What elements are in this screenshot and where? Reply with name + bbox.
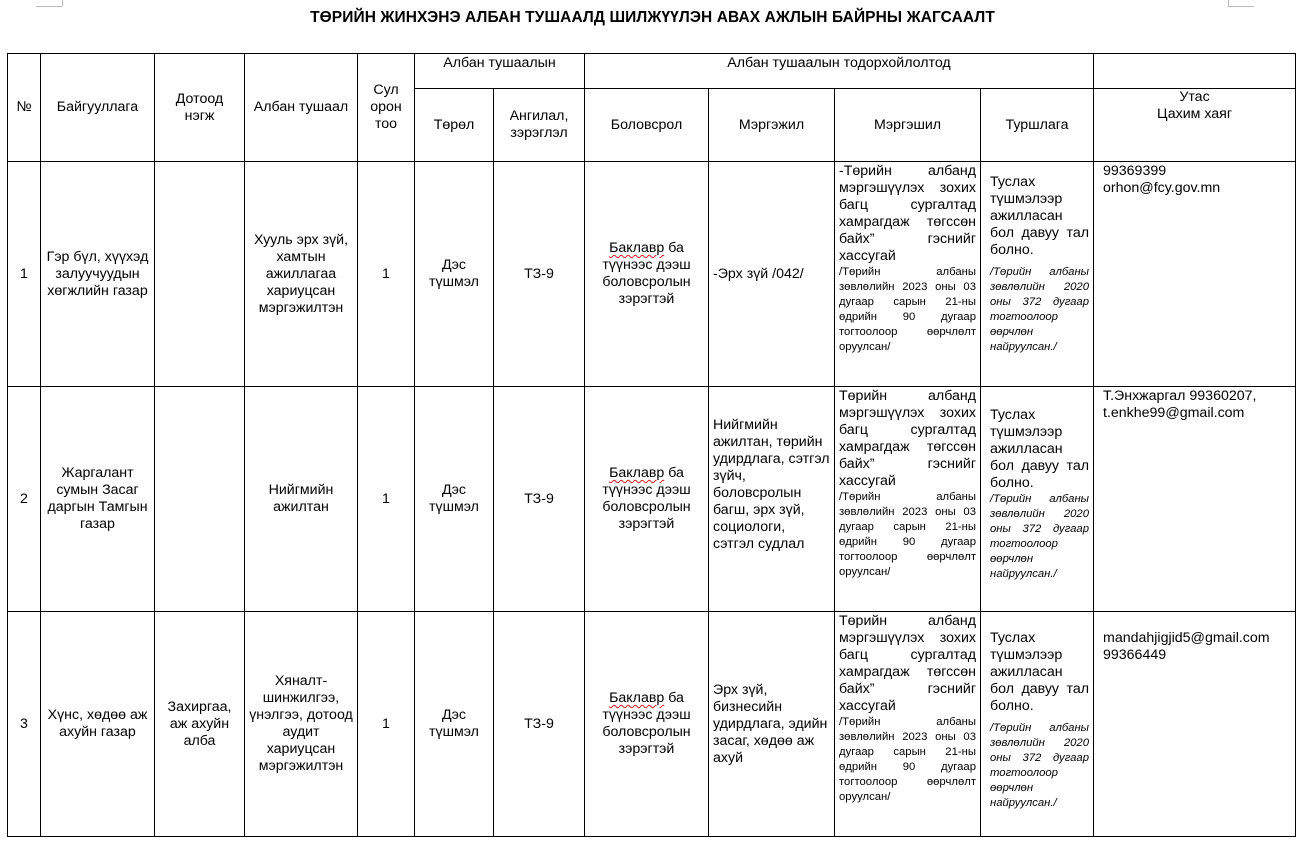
cell-org: Гэр бүл, хүүхэд залуучуудын хөгжлийн газар xyxy=(41,162,155,387)
page-corner-mark-right xyxy=(1228,0,1254,7)
vacancy-table xyxy=(7,53,1296,837)
header-profession: Мэргэжил xyxy=(709,89,835,162)
cell-org: Хүнс, хөдөө аж ахуйн газар xyxy=(41,612,155,837)
header-blank xyxy=(1094,54,1296,89)
cell-contact xyxy=(1094,387,1296,612)
cell-experience xyxy=(981,162,1094,387)
specialization-main: Төрийн албанд мэргэшүүлэх зохих багц сургалтад хамрагдаж төгссөн байх” гэснийг хассугай xyxy=(839,388,976,489)
header-contact-phone: Утас xyxy=(1179,89,1210,105)
cell-rank: ТЗ-9 xyxy=(494,162,585,387)
page-corner-mark-right-v xyxy=(1228,0,1229,6)
cell-education xyxy=(585,162,709,387)
contact-line-1: mandahjigjid5@gmail.com xyxy=(1103,630,1270,646)
cell-contact xyxy=(1094,162,1296,387)
header-org: Байгууллага xyxy=(41,54,155,162)
cell-education xyxy=(585,612,709,837)
specialization-note: /Төрийн албаны зөвлөлийн 2023 оны 03 дугаар сарын 21-ны өдрийн 90 дугаар тогтоолоор өөрчлөлт оруулсан/ xyxy=(839,266,976,353)
cell-unit xyxy=(155,162,245,387)
header-unit: Дотоод нэгж xyxy=(155,54,245,162)
cell-profession: -Эрх зүй /042/ xyxy=(709,162,835,387)
header-specialization: Мэргэшил xyxy=(835,89,981,162)
header-group-position: Албан тушаалын xyxy=(415,54,585,89)
experience-note: /Төрийн албаны зөвлөлийн 2020 оны 372 дугаар тогтоолоор өөрчлөн найруулсан./ xyxy=(990,722,1089,809)
cell-unit xyxy=(155,387,245,612)
document-title: ТӨРИЙН ЖИНХЭНЭ АЛБАН ТУШААЛД ШИЛЖҮҮЛЭН АВАХ АЖЛЫН БАЙРНЫ ЖАГСААЛТ xyxy=(310,9,995,26)
cell-education xyxy=(585,387,709,612)
cell-no: 2 xyxy=(8,387,41,612)
contact-line-2: 99366449 xyxy=(1103,647,1167,663)
cell-unit: Захиргаа, аж ахуйн алба xyxy=(155,612,245,837)
specialization-note: /Төрийн албаны зөвлөлийн 2023 оны 03 дугаар сарын 21-ны өдрийн 90 дугаар тогтоолоор өөрчлөлт оруулсан/ xyxy=(839,491,976,578)
experience-main: Туслах түшмэлээр ажилласан бол давуу тал болно. xyxy=(990,407,1089,491)
education-word: Баклавр xyxy=(609,465,665,481)
cell-experience xyxy=(981,387,1094,612)
cell-position: Нийгмийн ажилтан xyxy=(245,387,358,612)
header-education: Боловсрол xyxy=(585,89,709,162)
header-contact xyxy=(1094,89,1296,162)
cell-rank: ТЗ-9 xyxy=(494,612,585,837)
contact-line-2: t.enkhe99@gmail.com xyxy=(1103,405,1245,421)
cell-rank: ТЗ-9 xyxy=(494,387,585,612)
specialization-note: /Төрийн албаны зөвлөлийн 2023 оны 03 дугаар сарын 21-ны өдрийн 90 дугаар тогтоолоор өөрчлөлт оруулсан/ xyxy=(839,716,976,803)
header-vacancies: Сул орон тоо xyxy=(358,54,415,162)
cell-no: 3 xyxy=(8,612,41,837)
page-corner-mark-left-v xyxy=(62,0,63,6)
experience-note: /Төрийн албаны зөвлөлийн 2020 оны 372 дугаар тогтоолоор өөрчлөн найруулсан./ xyxy=(990,266,1089,353)
education-word: Баклавр xyxy=(609,690,665,706)
cell-position: Хяналт-шинжилгээ, үнэлгээ, дотоод аудит хариуцсан мэргэжилтэн xyxy=(245,612,358,837)
cell-profession: Эрх зүй, бизнесийн удирдлага, эдийн засаг, хөдөө аж ахуй xyxy=(709,612,835,837)
table-row xyxy=(8,387,1296,612)
header-experience: Туршлага xyxy=(981,89,1094,162)
header-contact-email: Цахим хаяг xyxy=(1156,106,1233,122)
cell-specialization xyxy=(835,612,981,837)
experience-main: Туслах түшмэлээр ажилласан бол давуу тал болно. xyxy=(990,174,1089,258)
contact-line-1: 99369399 xyxy=(1103,163,1167,179)
experience-note: /Төрийн албаны зөвлөлийн 2020 оны 372 дугаар тогтоолоор өөрчлөн найруулсан./ xyxy=(990,493,1089,580)
specialization-main: -Төрийн албанд мэргэшүүлэх зохих багц сургалтад хамрагдаж төгссөн байх” гэснийг хассугай xyxy=(839,163,976,264)
education-rest: ба түүнээс дээш боловсролын зэрэгтэй xyxy=(602,240,691,307)
education-word: Баклавр xyxy=(609,240,665,256)
experience-main: Туслах түшмэлээр ажилласан бол давуу тал болно. xyxy=(990,630,1089,714)
table-row xyxy=(8,612,1296,837)
cell-experience xyxy=(981,612,1094,837)
cell-specialization xyxy=(835,162,981,387)
cell-vacancies: 1 xyxy=(358,387,415,612)
table-row xyxy=(8,162,1296,387)
cell-specialization xyxy=(835,387,981,612)
page-corner-mark-left xyxy=(36,0,62,7)
header-group-details: Албан тушаалын тодорхойлолтод xyxy=(585,54,1094,89)
header-row-1 xyxy=(8,54,1296,89)
cell-vacancies: 1 xyxy=(358,612,415,837)
education-rest: ба түүнээс дээш боловсролын зэрэгтэй xyxy=(602,690,691,757)
cell-no: 1 xyxy=(8,162,41,387)
cell-position: Хууль эрх зүй, хамтын ажиллагаа хариуцсан мэргэжилтэн xyxy=(245,162,358,387)
header-position: Албан тушаал xyxy=(245,54,358,162)
cell-contact xyxy=(1094,612,1296,837)
cell-profession: Нийгмийн ажилтан, төрийн удирдлага, сэтгэл зүйч, боловсролын багш, эрх зүй, социологи, сэтгэл судлал xyxy=(709,387,835,612)
header-no: № xyxy=(8,54,41,162)
contact-line-2: orhon@fcy.gov.mn xyxy=(1103,180,1221,196)
cell-vacancies: 1 xyxy=(358,162,415,387)
cell-type: Дэс түшмэл xyxy=(415,387,494,612)
header-type: Төрөл xyxy=(415,89,494,162)
specialization-main: Төрийн албанд мэргэшүүлэх зохих багц сургалтад хамрагдаж төгссөн байх” гэснийг хассугай xyxy=(839,613,976,714)
cell-type: Дэс түшмэл xyxy=(415,612,494,837)
cell-org: Жаргалант сумын Засаг даргын Тамгын газар xyxy=(41,387,155,612)
cell-type: Дэс түшмэл xyxy=(415,162,494,387)
contact-line-1: Т.Энхжаргал 99360207, xyxy=(1103,388,1257,404)
education-rest: ба түүнээс дээш боловсролын зэрэгтэй xyxy=(602,465,691,532)
header-rank: Ангилал, зэрэглэл xyxy=(494,89,585,162)
